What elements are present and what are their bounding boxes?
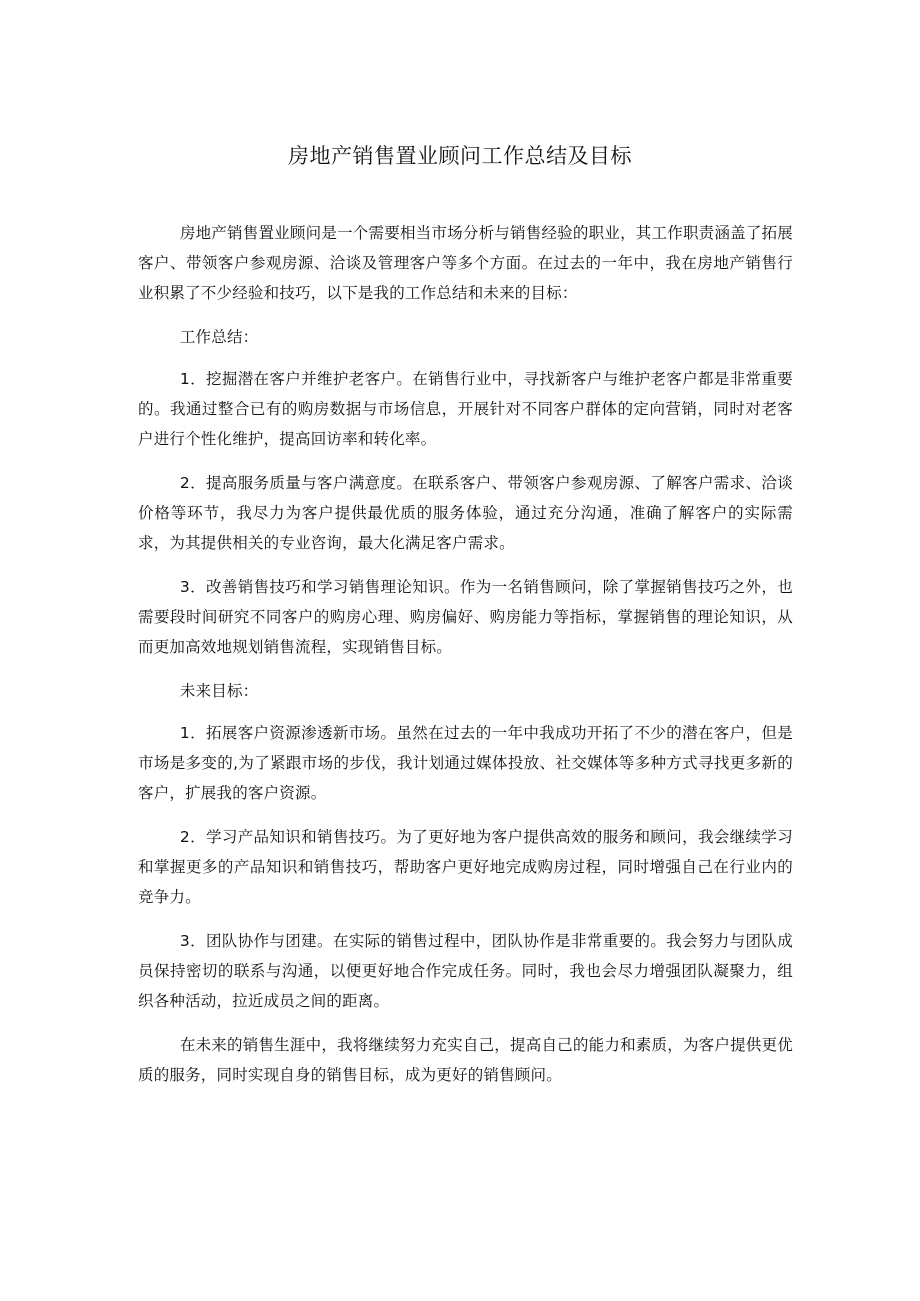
goal-item-3: 3．团队协作与团建。在实际的销售过程中，团队协作是非常重要的。我会努力与团队成员保持密切的联系与沟通，以便更好地合作完成任务。同时，我也会尽力增强团队凝聚力，组织各种活动，拉近成员之间的距离。 — [138, 932, 793, 1010]
summary-item-3: 3．改善销售技巧和学习销售理论知识。作为一名销售顾问，除了掌握销售技巧之外，也需要段时间研究不同客户的购房心理、购房偏好、购房能力等指标，掌握销售的理论知识，从而更加高效地规划销售流程，实现销售目标。 — [138, 578, 793, 656]
goal-item-2: 2．学习产品知识和销售技巧。为了更好地为客户提供高效的服务和顾问，我会继续学习和掌握更多的产品知识和销售技巧，帮助客户更好地完成购房过程，同时增强自己在行业内的竞争力。 — [138, 828, 793, 906]
intro-paragraph: 房地产销售置业顾问是一个需要相当市场分析与销售经验的职业，其工作职责涵盖了拓展客户、带领客户参观房源、洽谈及管理客户等多个方面。在过去的一年中，我在房地产销售行业积累了不少经验和技巧，以下是我的工作总结和未来的目标： — [138, 224, 793, 302]
goal-item-1: 1．拓展客户资源渗透新市场。虽然在过去的一年中我成功开拓了不少的潜在客户，但是市场是多变的,为了紧跟市场的步伐，我计划通过媒体投放、社交媒体等多种方式寻找更多新的客户，扩展我的客户资源。 — [138, 724, 793, 802]
document-body — [138, 218, 793, 1104]
goals-heading: 未来目标： — [179, 682, 259, 700]
summary-item-1: 1．挖掘潜在客户并维护老客户。在销售行业中，寻找新客户与维护老客户都是非常重要的。我通过整合已有的购房数据与市场信息，开展针对不同客户群体的定向营销，同时对老客户进行个性化维护，提高回访率和转化率。 — [138, 370, 793, 448]
summary-item-2: 2．提高服务质量与客户满意度。在联系客户、带领客户参观房源、了解客户需求、洽谈价格等环节，我尽力为客户提供最优质的服务体验，通过充分沟通，准确了解客户的实际需求，为其提供相关的专业咨询，最大化满足客户需求。 — [138, 474, 793, 552]
summary-heading: 工作总结： — [179, 328, 259, 346]
closing-paragraph: 在未来的销售生涯中，我将继续努力充实自己，提高自己的能力和素质，为客户提供更优质的服务，同时实现自身的销售目标，成为更好的销售顾问。 — [138, 1036, 793, 1084]
document-title: 房地产销售置业顾问工作总结及目标 — [288, 144, 632, 168]
